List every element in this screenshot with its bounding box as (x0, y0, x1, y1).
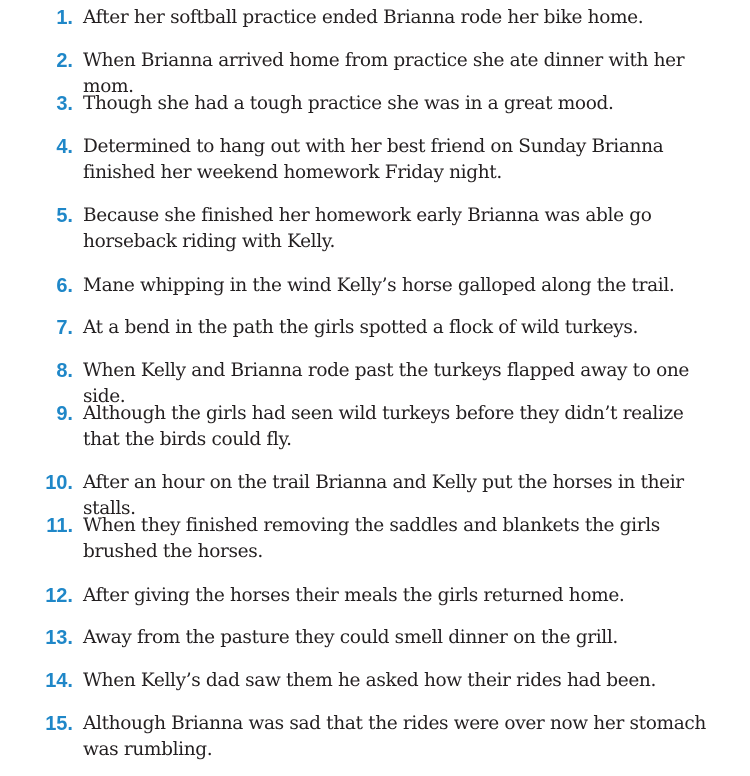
item-number: 6. (56, 275, 73, 297)
item-text: When Brianna arrived home from practice she ate dinner with her mom. (83, 50, 685, 97)
item-number: 15. (45, 713, 73, 735)
item-text: When Kelly’s dad saw them he asked how their rides had been. (83, 670, 657, 691)
item-number: 13. (45, 627, 73, 649)
item-number: 11. (46, 515, 73, 537)
item-text: After her softball practice ended Brianna rode her bike home. (83, 7, 644, 28)
item-number: 14. (45, 670, 73, 692)
item-text: Away from the pasture they could smell dinner on the grill. (83, 627, 618, 648)
item-number: 3. (56, 93, 73, 115)
item-number: 10. (45, 472, 73, 494)
item-number: 7. (56, 317, 73, 339)
item-text: At a bend in the path the girls spotted a flock of wild turkeys. (83, 317, 639, 338)
item-number: 1. (56, 7, 73, 29)
item-text: When Kelly and Brianna rode past the turkeys flapped away to one side. (83, 360, 690, 407)
item-number: 2. (56, 50, 73, 72)
item-text: Mane whipping in the wind Kelly’s horse galloped along the trail. (83, 275, 675, 296)
item-number: 9. (56, 403, 73, 425)
item-text: Determined to hang out with her best friend on Sunday Brianna finished her weekend homework Friday night. (83, 136, 664, 183)
item-text: After an hour on the trail Brianna and Kelly put the horses in their stalls. (83, 472, 684, 519)
item-text: After giving the horses their meals the girls returned home. (83, 585, 625, 606)
item-number: 4. (56, 136, 73, 158)
item-text: Though she had a tough practice she was in a great mood. (83, 93, 614, 114)
item-text: Because she finished her homework early Brianna was able go horseback riding with Kelly. (83, 205, 652, 252)
item-number: 12. (45, 585, 73, 607)
item-text: When they finished removing the saddles and blankets the girls brushed the horses. (83, 515, 660, 562)
item-text: Although Brianna was sad that the rides were over now her stomach was rumbling. (83, 713, 706, 760)
item-number: 8. (56, 360, 73, 382)
item-text: Although the girls had seen wild turkeys before they didn’t realize that the birds could fly. (83, 403, 684, 450)
item-number: 5. (56, 205, 73, 227)
